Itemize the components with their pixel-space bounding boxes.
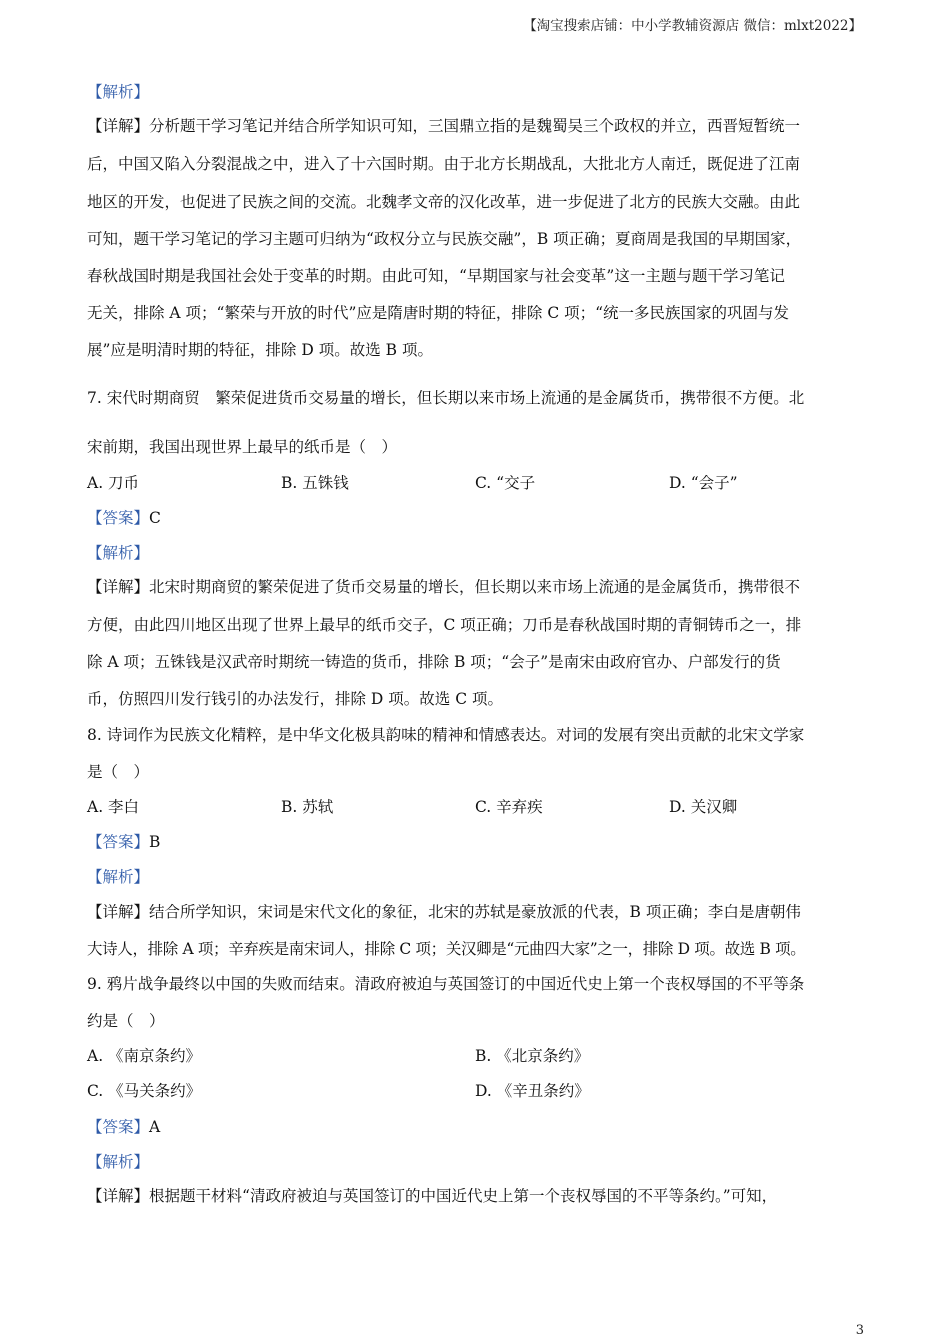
detail-paragraph-line: 可知，题干学习笔记的学习主题可归纳为“政权分立与民族交融”，B 项正确；夏商周是我国的早期国家， xyxy=(87,230,802,248)
option-d: D. 关汉卿 xyxy=(669,798,738,816)
detail-paragraph-line: 【详解】根据题干材料“清政府被迫与英国签订的中国近代史上第一个丧权辱国的不平等条约。”可知， xyxy=(87,1187,778,1205)
page-header: 【淘宝搜索店铺：中小学教辅资源店 微信：mlxt2022】 xyxy=(523,18,862,34)
answer-value: C xyxy=(149,509,161,527)
question-stem: 约是（ ） xyxy=(87,1012,165,1030)
answer-value: A xyxy=(149,1118,161,1136)
detail-tag: 【详解】 xyxy=(87,578,150,596)
detail-paragraph-line: 【详解】分析题干学习笔记并结合所学知识可知，三国鼎立指的是魏蜀吴三个政权的并立，西晋短暂统一 xyxy=(87,117,801,135)
detail-tag: 【详解】 xyxy=(87,1187,150,1205)
detail-tag: 【详解】 xyxy=(87,117,150,135)
detail-paragraph-line: 【详解】结合所学知识，宋词是宋代文化的象征，北宋的苏轼是豪放派的代表，B 项正确；李白是唐朝伟 xyxy=(87,903,801,921)
answer-line xyxy=(87,1117,160,1137)
question-stem: 宋前期，我国出现世界上最早的纸币是（ ） xyxy=(87,438,398,456)
option-d: D. “会子” xyxy=(669,474,738,492)
analysis-tag: 【解析】 xyxy=(87,544,150,562)
detail-paragraph-line: 【详解】北宋时期商贸的繁荣促进了货币交易量的增长，但长期以来市场上流通的是金属货币，携带很不 xyxy=(87,578,801,596)
detail-paragraph-line: 方便，由此四川地区出现了世界上最早的纸币交子，C 项正确；刀币是春秋战国时期的青铜铸币之一，排 xyxy=(87,616,802,634)
detail-paragraph-line: 春秋战国时期是我国社会处于变革的时期。由此可知，“早期国家与社会变革”这一主题与题干学习笔记 xyxy=(87,267,785,285)
analysis-tag: 【解析】 xyxy=(87,83,150,101)
option-d: D. 《辛丑条约》 xyxy=(475,1082,590,1100)
answer-line xyxy=(87,832,160,852)
question-stem: 9. 鸦片战争最终以中国的失败而结束。清政府被迫与英国签订的中国近代史上第一个丧权辱国的不平等条 xyxy=(87,975,805,993)
option-a: A. 《南京条约》 xyxy=(87,1047,202,1065)
detail-paragraph-line: 地区的开发，也促进了民族之间的交流。北魏孝文帝的汉化改革，进一步促进了北方的民族大交融。由此 xyxy=(87,193,801,211)
answer-tag: 【答案】 xyxy=(87,1118,150,1136)
question-stem: 7. 宋代时期商贸 繁荣促进货币交易量的增长，但长期以来市场上流通的是金属货币，携带很不方便。北 xyxy=(87,389,805,407)
detail-paragraph-line: 币，仿照四川发行钱引的办法发行，排除 D 项。故选 C 项。 xyxy=(87,690,503,708)
detail-paragraph-line: 无关，排除 A 项；“繁荣与开放的时代”应是隋唐时期的特征，排除 C 项；“统一多民族国家的巩固与发 xyxy=(87,304,790,322)
answer-line xyxy=(87,508,161,528)
option-a: A. 刀币 xyxy=(87,474,140,492)
detail-paragraph-line: 除 A 项；五铢钱是汉武帝时期统一铸造的货币，排除 B 项；“会子”是南宋由政府官办、户部发行的货 xyxy=(87,653,781,671)
analysis-tag: 【解析】 xyxy=(87,1153,150,1171)
detail-paragraph-line: 展”应是明清时期的特征，排除 D 项。故选 B 项。 xyxy=(87,341,433,359)
page-number: 3 xyxy=(855,1323,864,1338)
option-a: A. 李白 xyxy=(87,798,140,816)
question-stem: 是（ ） xyxy=(87,763,150,781)
option-c: C. 辛弃疾 xyxy=(475,798,543,816)
question-stem: 8. 诗词作为民族文化精粹，是中华文化极具韵味的精神和情感表达。对词的发展有突出贡献的北宋文学家 xyxy=(87,726,805,744)
option-b: B. 苏轼 xyxy=(281,798,334,816)
analysis-tag: 【解析】 xyxy=(87,868,150,886)
answer-tag: 【答案】 xyxy=(87,833,150,851)
answer-value: B xyxy=(149,833,161,851)
option-b: B. 《北京条约》 xyxy=(475,1047,590,1065)
detail-paragraph-line: 后，中国又陷入分裂混战之中，进入了十六国时期。由于北方长期战乱，大批北方人南迁，既促进了江南 xyxy=(87,155,801,173)
option-c: C. 《马关条约》 xyxy=(87,1082,202,1100)
answer-tag: 【答案】 xyxy=(87,509,150,527)
option-c: C. “交子 xyxy=(475,474,536,492)
detail-paragraph-line: 大诗人，排除 A 项；辛弃疾是南宋词人，排除 C 项；关汉卿是“元曲四大家”之一，排除 D 项。故选 B 项。 xyxy=(87,940,806,958)
detail-tag: 【详解】 xyxy=(87,903,150,921)
option-b: B. 五铢钱 xyxy=(281,474,349,492)
